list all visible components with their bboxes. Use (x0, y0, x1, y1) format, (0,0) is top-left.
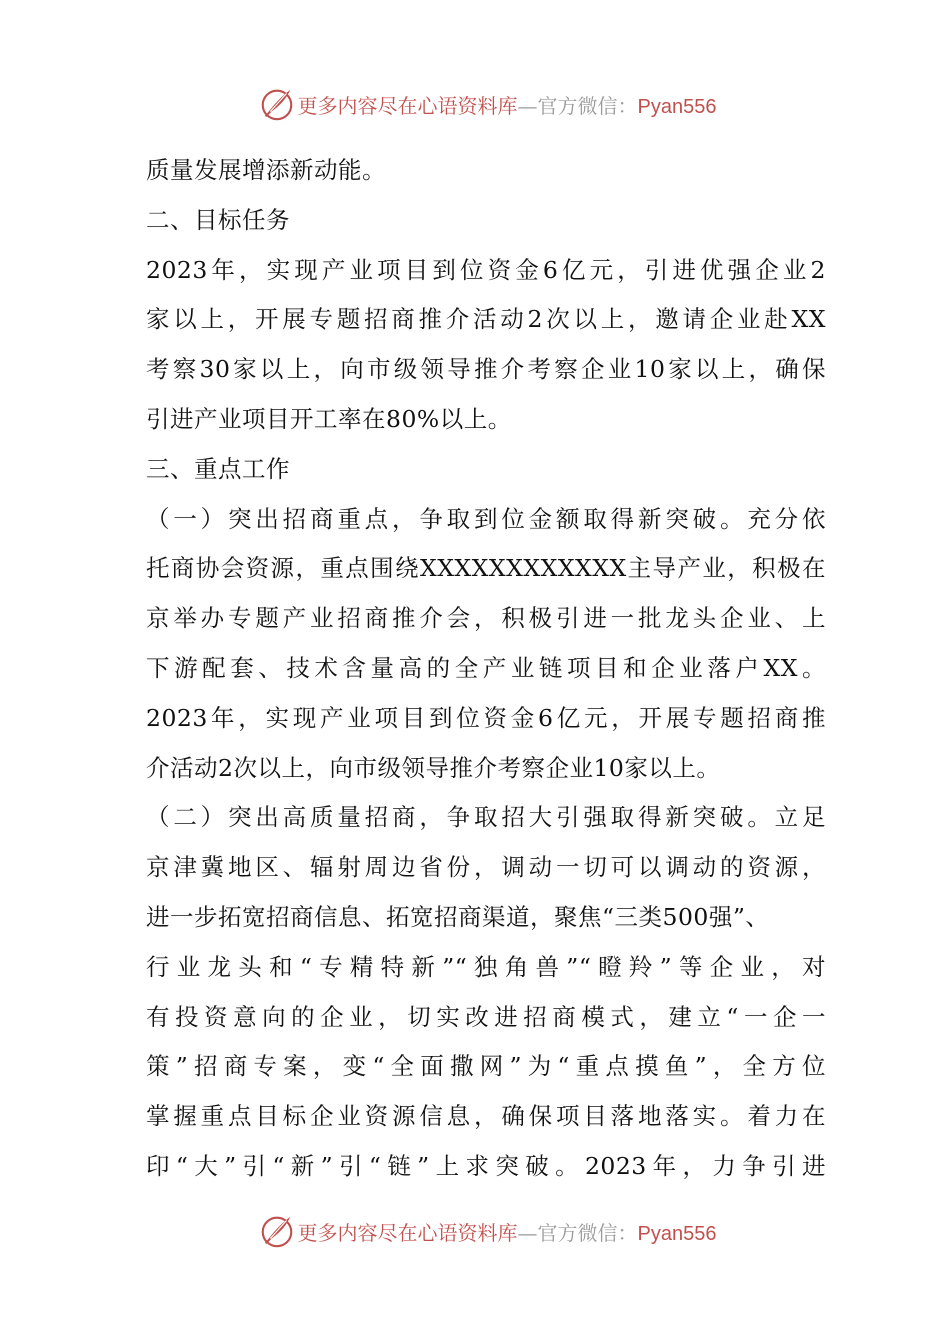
text-line: 考察30家以上，向市级领导推介考察企业10家以上，确保 (146, 355, 826, 384)
text-line: 引进产业项目开工率在80%以上。 (146, 404, 512, 433)
text-line: 介活动2次以上，向市级领导推介考察企业10家以上。 (146, 753, 721, 782)
text-line: （二）突出高质量招商，争取招大引强取得新突破。立足 (146, 803, 826, 832)
section-heading-key-work: 三、重点工作 (146, 454, 290, 483)
text-line: 掌握重点目标企业资源信息，确保项目落地落实。着力在 (146, 1102, 826, 1131)
text-line: 2023年，实现产业项目到位资金6亿元，开展专题招商推 (146, 703, 826, 732)
footer-brand-text: 更多内容尽在心语资料库 (297, 1220, 518, 1245)
quill-logo-icon (258, 85, 296, 123)
header-brand-text: 更多内容尽在心语资料库 (297, 93, 518, 118)
footer-banner (0, 1211, 950, 1251)
document-body (146, 146, 826, 1192)
text-line: 托商协会资源，重点围绕XXXXXXXXXXXX主导产业，积极在 (146, 554, 826, 583)
text-line: （一）突出招商重点，争取到位金额取得新突破。充分依 (146, 504, 826, 533)
footer-official-text: —官方微信： (517, 1220, 638, 1245)
text-line: 进一步拓宽招商信息、拓宽招商渠道，聚焦“三类500强”、 (146, 902, 770, 931)
footer-banner-text (298, 1217, 717, 1246)
text-line: 2023年，实现产业项目到位资金6亿元，引进优强企业2 (146, 255, 826, 284)
text-line: 行业龙头和“专精特新”“独角兽”“瞪羚”等企业，对 (146, 952, 826, 981)
text-line: 质量发展增添新动能。 (146, 156, 386, 184)
header-banner (0, 84, 950, 124)
header-official-text: —官方微信： (517, 93, 638, 118)
header-banner-text (298, 90, 717, 119)
text-line: 下游配套、技术含量高的全产业链项目和企业落户XX。 (146, 653, 826, 682)
section-heading-goals: 二、目标任务 (146, 205, 290, 234)
footer-wechat-id: Pyan556 (637, 1222, 717, 1245)
footer-banner-content (258, 1212, 717, 1250)
text-line: 京举办专题产业招商推介会，积极引进一批龙头企业、上 (146, 604, 826, 633)
header-banner-content (258, 85, 717, 123)
text-line: 印“大”引“新”引“链”上求突破。2023年，力争引进 (146, 1151, 826, 1180)
header-wechat-id: Pyan556 (637, 95, 717, 118)
text-line: 有投资意向的企业，切实改进招商模式，建立“一企一 (146, 1002, 826, 1031)
text-line: 策”招商专案，变“全面撒网”为“重点摸鱼”，全方位 (146, 1052, 826, 1081)
quill-logo-icon (258, 1212, 296, 1250)
text-line: 家以上，开展专题招商推介活动2次以上，邀请企业赴XX (146, 305, 826, 334)
text-line: 京津冀地区、辐射周边省份，调动一切可以调动的资源， (146, 853, 826, 882)
